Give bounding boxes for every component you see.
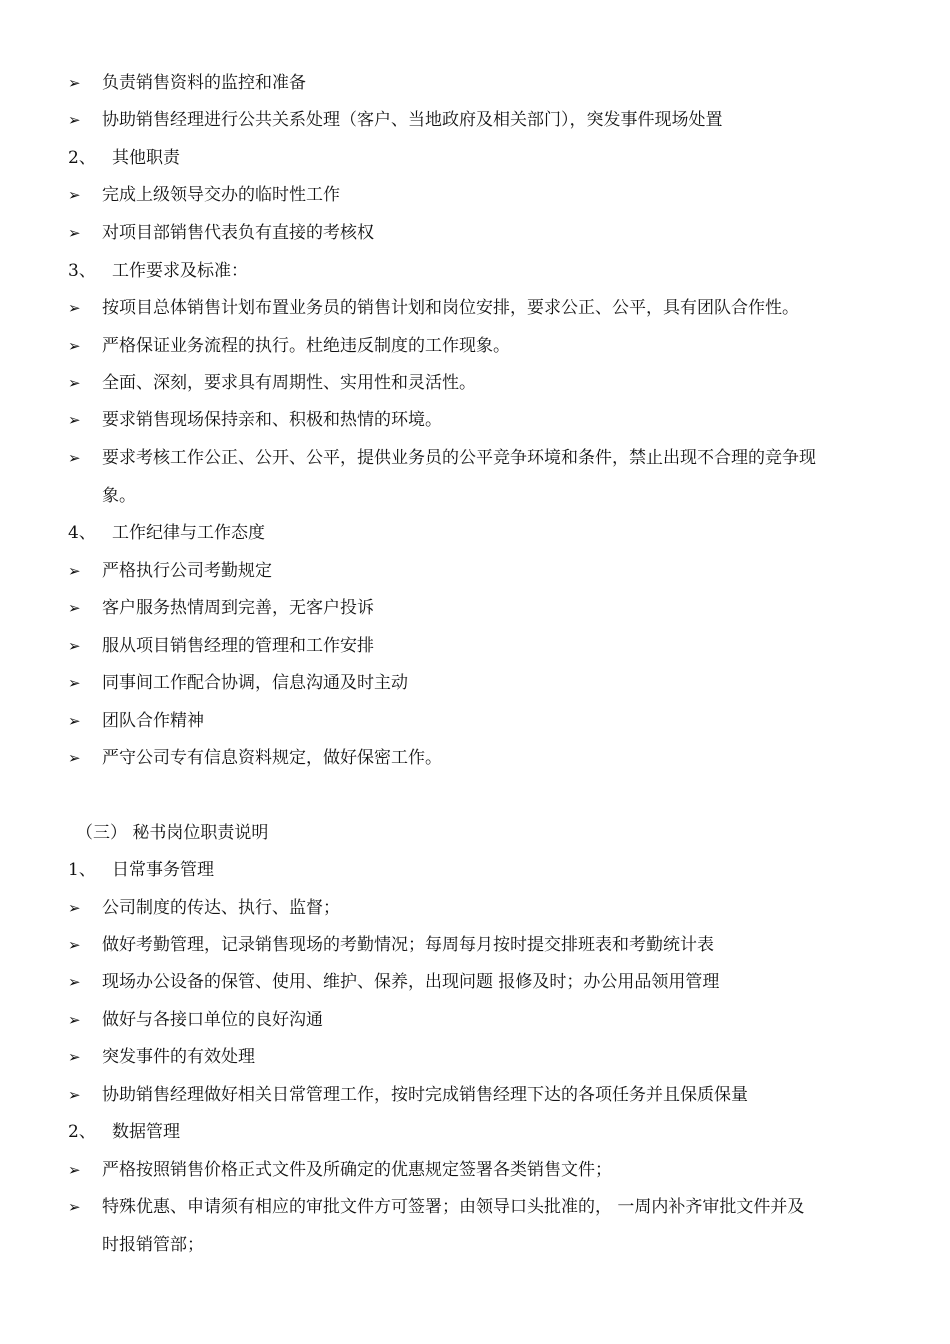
list-item-text: 严格按照销售价格正式文件及所确定的优惠规定签署各类销售文件； <box>102 1160 612 1180</box>
arrow-bullet-icon: ➢ <box>68 712 81 730</box>
arrow-bullet-icon: ➢ <box>68 411 81 429</box>
list-item-text: 完成上级领导交办的临时性工作 <box>102 185 340 205</box>
list-item-text: 对项目部销售代表负有直接的考核权 <box>102 223 374 243</box>
list-item-text: 严守公司专有信息资料规定，做好保密工作。 <box>102 748 442 768</box>
heading-text: 数据管理 <box>112 1122 180 1142</box>
list-item-text: 要求销售现场保持亲和、积极和热情的环境。 <box>102 410 442 430</box>
list-item-text: 做好考勤管理，记录销售现场的考勤情况；每周每月按时提交排班表和考勤统计表 <box>102 935 714 955</box>
arrow-bullet-icon: ➢ <box>68 111 81 129</box>
heading-text: 工作纪律与工作态度 <box>112 523 265 543</box>
list-item-text: 严格执行公司考勤规定 <box>102 561 272 581</box>
list-item-text: 要求考核工作公正、公开、公平，提供业务员的公平竞争环境和条件，禁止出现不合理的竞争现 <box>102 448 816 468</box>
list-item-text: 服从项目销售经理的管理和工作安排 <box>102 636 374 656</box>
heading-number: 2、 <box>68 148 96 168</box>
arrow-bullet-icon: ➢ <box>68 637 81 655</box>
list-item-text: 协助销售经理进行公共关系处理（客户、当地政府及相关部门），突发事件现场处置 <box>102 110 723 130</box>
list-item-continuation: 象。 <box>102 486 136 506</box>
arrow-bullet-icon: ➢ <box>68 749 81 767</box>
list-item-text: 现场办公设备的保管、使用、维护、保养，出现问题 报修及时；办公用品领用管理 <box>102 972 720 992</box>
arrow-bullet-icon: ➢ <box>68 674 81 692</box>
heading-number: 4、 <box>68 523 96 543</box>
arrow-bullet-icon: ➢ <box>68 74 81 92</box>
list-item-text: 特殊优惠、申请须有相应的审批文件方可签署；由领导口头批准的， 一周内补齐审批文件并及 <box>102 1197 805 1217</box>
list-item-text: 协助销售经理做好相关日常管理工作，按时完成销售经理下达的各项任务并且保质保量 <box>102 1085 748 1105</box>
arrow-bullet-icon: ➢ <box>68 374 81 392</box>
arrow-bullet-icon: ➢ <box>68 186 81 204</box>
arrow-bullet-icon: ➢ <box>68 299 81 317</box>
heading-text: 其他职责 <box>112 148 180 168</box>
heading-number: 1、 <box>68 860 96 880</box>
arrow-bullet-icon: ➢ <box>68 899 81 917</box>
list-item-text: 团队合作精神 <box>102 711 204 731</box>
list-item-text: 全面、深刻，要求具有周期性、实用性和灵活性。 <box>102 373 476 393</box>
heading-number: 3、 <box>68 261 96 281</box>
heading-text: 工作要求及标准： <box>112 261 248 281</box>
arrow-bullet-icon: ➢ <box>68 973 81 991</box>
arrow-bullet-icon: ➢ <box>68 1086 81 1104</box>
list-item-text: 同事间工作配合协调，信息沟通及时主动 <box>102 673 408 693</box>
list-item-continuation: 时报销管部； <box>102 1235 204 1255</box>
arrow-bullet-icon: ➢ <box>68 224 81 242</box>
list-item-text: 负责销售资料的监控和准备 <box>102 73 306 93</box>
list-item-text: 突发事件的有效处理 <box>102 1047 255 1067</box>
list-item-text: 客户服务热情周到完善，无客户投诉 <box>102 598 374 618</box>
arrow-bullet-icon: ➢ <box>68 1048 81 1066</box>
arrow-bullet-icon: ➢ <box>68 1011 81 1029</box>
arrow-bullet-icon: ➢ <box>68 1198 81 1216</box>
arrow-bullet-icon: ➢ <box>68 936 81 954</box>
list-item-text: 按项目总体销售计划布置业务员的销售计划和岗位安排，要求公正、公平，具有团队合作性。 <box>102 298 799 318</box>
arrow-bullet-icon: ➢ <box>68 449 81 467</box>
arrow-bullet-icon: ➢ <box>68 1161 81 1179</box>
heading-number: 2、 <box>68 1122 96 1142</box>
section-heading-text: （三） 秘书岗位职责说明 <box>76 823 269 843</box>
arrow-bullet-icon: ➢ <box>68 337 81 355</box>
heading-text: 日常事务管理 <box>112 860 214 880</box>
arrow-bullet-icon: ➢ <box>68 562 81 580</box>
list-item-text: 做好与各接口单位的良好沟通 <box>102 1010 323 1030</box>
list-item-text: 严格保证业务流程的执行。杜绝违反制度的工作现象。 <box>102 336 510 356</box>
arrow-bullet-icon: ➢ <box>68 599 81 617</box>
list-item-text: 公司制度的传达、执行、监督； <box>102 898 340 918</box>
